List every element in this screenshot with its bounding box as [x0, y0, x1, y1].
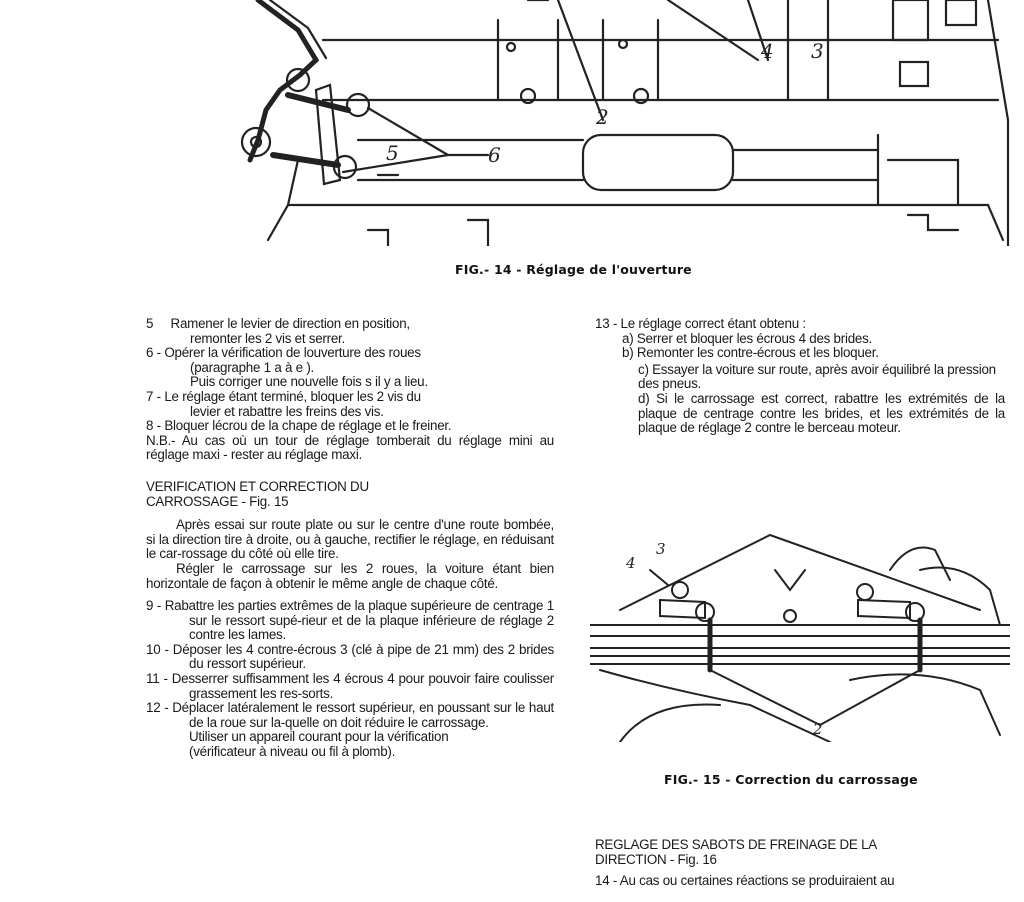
section-heading-carrossage-2: CARROSSAGE - Fig. 15: [146, 493, 289, 509]
step-7: 7 - Le réglage étant terminé, bloquer les 2 vis du: [146, 388, 421, 404]
step-13-c: c) Essayer la voiture sur route, après avoir équilibré la pression des pneus.: [638, 361, 996, 392]
nb-note: N.B.- Au cas où un tour de réglage tomberait du réglage mini au réglage maxi - rester au réglage maxi.: [146, 432, 554, 463]
fig15-callout-2: 2: [813, 720, 823, 738]
figure-14-illustration: [228, 0, 1018, 246]
section-heading-carrossage-1: VERIFICATION ET CORRECTION DU: [146, 478, 369, 494]
step-5-cont: remonter les 2 vis et serrer.: [190, 330, 345, 346]
fig15-callout-4: 4: [626, 554, 636, 572]
right-column-top: [595, 317, 1005, 436]
step-10: 10 - Déposer les 4 contre-écrous 3 (clé à pipe de 21 mm) des 2 brides du ressort supérieur.: [146, 641, 554, 672]
right-column-bottom: [595, 838, 1013, 889]
figure-15-illustration: [590, 530, 1010, 742]
step-8: 8 - Bloquer lécrou de la chape de réglage et le freiner.: [146, 418, 452, 434]
figure-15-caption: FIG.- 15 - Correction du carrossage: [664, 772, 918, 787]
step-12: 12 - Déplacer latéralement le ressort supérieur, en poussant sur le haut de la roue sur la-quelle on doit réduire le carrossage.: [146, 700, 554, 730]
left-column: [146, 317, 554, 760]
fig14-callout-5: 5: [386, 141, 399, 165]
step-5: 5 Ramener le levier de direction en position,: [146, 316, 410, 331]
fig14-callout-2: 2: [596, 105, 609, 129]
step-13: 13 - Le réglage correct étant obtenu :: [595, 316, 806, 331]
step-6-cont: Puis corriger une nouvelle fois s il y a lieu.: [190, 374, 428, 390]
step-6-ref: (paragraphe 1 a à e ).: [190, 359, 315, 375]
paragraph-essai: Après essai sur route plate ou sur le centre d'une route bombée, si la direction tire à droite, ou à gauche, rectifier le réglage, en réduisant le car-rossage du côté où elle tire.: [146, 517, 554, 562]
step-13-d: d) Si le carrossage est correct, rabattre les extrémités de la plaque de centrage contre les brides, et les extrémités de la plaque de réglage 2 contre le berceau moteur.: [638, 390, 1005, 436]
step-6: 6 - Opérer la vérification de louverture des roues: [146, 345, 421, 361]
section-heading-sabots-2: DIRECTION - Fig. 16: [595, 851, 717, 867]
step-12-tool: Utiliser un appareil courant pour la vérification: [189, 729, 449, 745]
fig14-callout-6: 6: [488, 143, 501, 167]
step-9: 9 - Rabattre les parties extrêmes de la plaque supérieure de centrage 1 sur le ressort supé-rieur et de la plaque inférieure de réglage 2 contre les lames.: [146, 598, 554, 643]
step-13-a: a) Serrer et bloquer les écrous 4 des brides.: [622, 330, 872, 346]
step-12-tool-cont: (vérificateur à niveau ou fil à plomb).: [189, 744, 396, 760]
figure-14-caption: FIG.- 14 - Réglage de l'ouverture: [455, 262, 692, 277]
fig14-callout-3: 3: [811, 39, 824, 63]
step-13-b: b) Remonter les contre-écrous et les bloquer.: [622, 345, 879, 361]
step-11: 11 - Desserrer suffisamment les 4 écrous 4 pour pouvoir faire coulisser grassement les res-sorts.: [146, 671, 554, 701]
step-7-cont: levier et rabattre les freins des vis.: [190, 403, 384, 419]
fig15-callout-3: 3: [656, 540, 666, 558]
step-14: 14 - Au cas ou certaines réactions se produiraient au: [595, 873, 895, 889]
section-heading-sabots-1: REGLAGE DES SABOTS DE FREINAGE DE LA: [595, 837, 877, 852]
paragraph-regler: Régler le carrossage sur les 2 roues, la voiture étant bien horizontale de façon à obtenir le même angle de chaque côté.: [146, 560, 554, 591]
fig14-callout-4: 4: [761, 39, 774, 63]
